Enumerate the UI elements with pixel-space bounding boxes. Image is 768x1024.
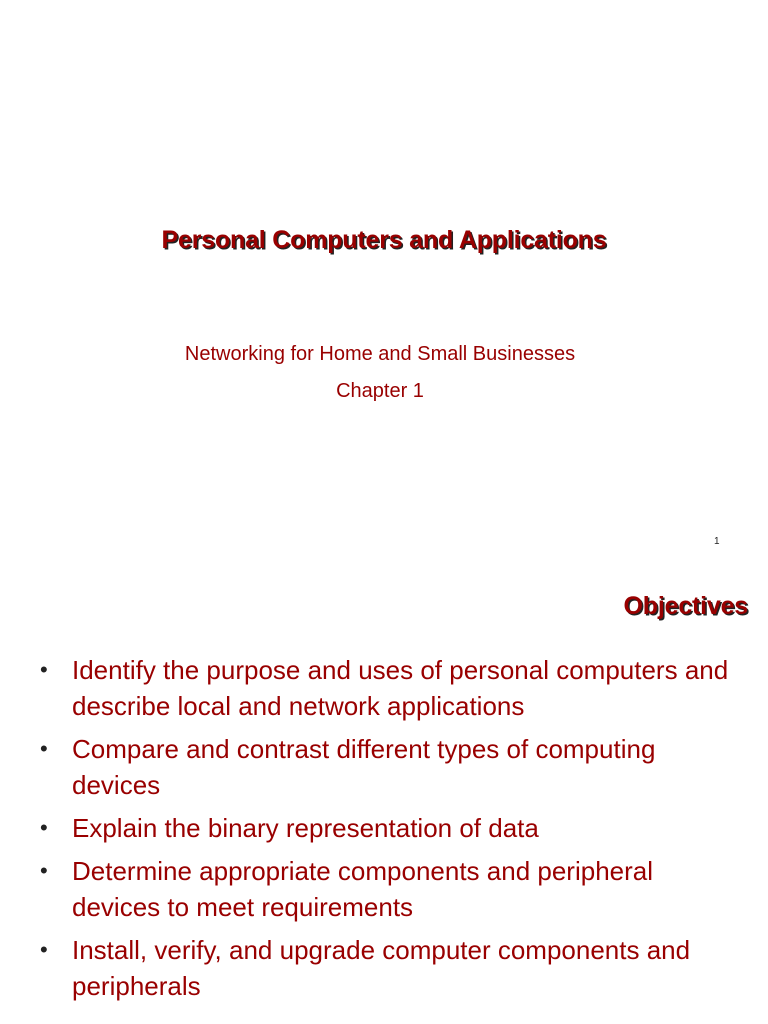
objectives-list — [40, 652, 740, 1011]
list-item-text: Install, verify, and upgrade computer components and peripherals — [72, 935, 691, 1001]
slide-title: Personal Computers and Applications — [161, 226, 607, 254]
list-item — [40, 652, 740, 724]
chapter-label: Chapter 1 — [336, 380, 424, 402]
objectives-slide — [0, 576, 768, 1024]
list-item — [40, 853, 740, 925]
bullet-icon: • — [40, 858, 48, 883]
bullet-icon: • — [40, 657, 48, 682]
list-item — [40, 932, 740, 1004]
slide-title: Objectives — [623, 592, 748, 620]
list-item-text: Determine appropriate components and peripheral devices to meet requirements — [72, 856, 654, 922]
bullet-icon: • — [40, 815, 48, 840]
list-item-text: Compare and contrast different types of computing devices — [72, 734, 656, 800]
list-item — [40, 810, 740, 846]
list-item-text: Identify the purpose and uses of personal computers and describe local and network applications — [72, 655, 729, 721]
bullet-icon: • — [40, 937, 48, 962]
list-item — [40, 731, 740, 803]
bullet-icon: • — [40, 736, 48, 761]
page-number: 1 — [714, 536, 720, 547]
list-item-text: Explain the binary representation of data — [72, 813, 539, 843]
slide-subtitle: Networking for Home and Small Businesses — [184, 343, 576, 365]
